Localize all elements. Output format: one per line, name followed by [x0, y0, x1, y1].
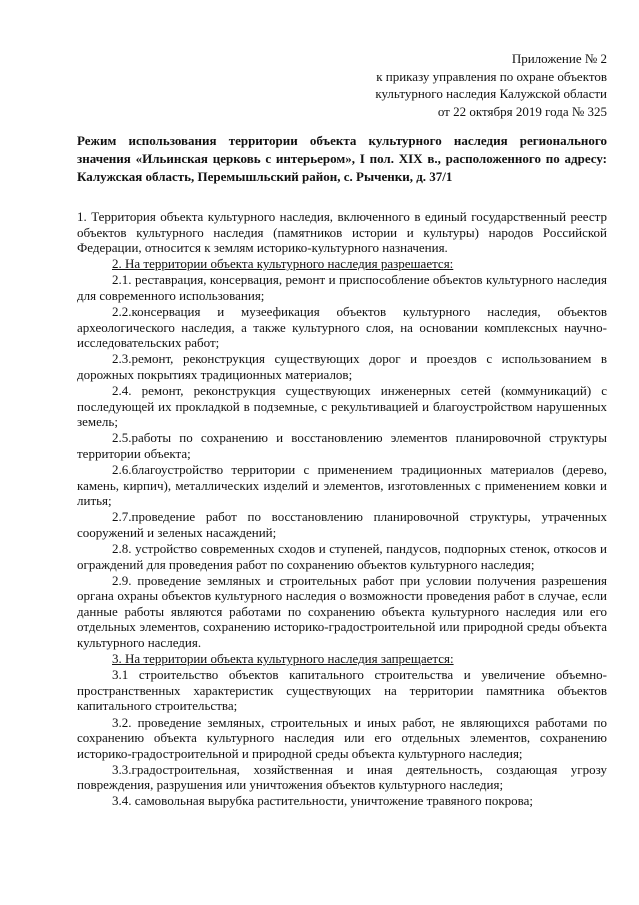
paragraph-1: 1. Территория объекта культурного наследия, включенного в единый государственный реестр объектов культурного наследия (памятников истории и культуры) народов Российской Федерации, относится к землям историко-культурного назначения.	[77, 209, 607, 256]
paragraph-2-1: 2.1. реставрация, консервация, ремонт и приспособление объектов культурного наследия для современного использования;	[77, 272, 607, 303]
paragraph-2-2: 2.2.консервация и музеефикация объектов культурного наследия, объектов археологического наследия, а также культурного слоя, на основании комплексных научно-исследовательских работ;	[77, 304, 607, 351]
paragraph-2-4: 2.4. ремонт, реконструкция существующих инженерных сетей (коммуникаций) с последующей их прокладкой в подземные, с рекультивацией и благоустройством нарушенных земель;	[77, 383, 607, 430]
paragraph-2-7: 2.7.проведение работ по восстановлению планировочной структуры, утраченных сооружений и зеленых насаждений;	[77, 509, 607, 540]
paragraph-3-1: 3.1 строительство объектов капитального строительства и увеличение объемно-пространственных характеристик существующих на территории памятника объектов капитального строительства;	[77, 667, 607, 714]
appendix-date: от 22 октября 2019 года № 325	[437, 103, 607, 119]
section-2-heading	[77, 256, 607, 272]
document-body	[77, 209, 607, 810]
appendix-header	[277, 50, 607, 120]
appendix-authority: культурного наследия Калужской области	[375, 86, 607, 101]
paragraph-2-3: 2.3.ремонт, реконструкция существующих дорог и проездов с использованием в дорожных покрытиях традиционных материалов;	[77, 351, 607, 382]
paragraph-2-8: 2.8. устройство современных сходов и ступеней, пандусов, подпорных стенок, откосов и ограждений для проведения работ по сохранению объектов культурного наследия;	[77, 540, 607, 572]
paragraph-2-9: 2.9. проведение земляных и строительных работ при условии получения разрешения органа охраны объектов культурного наследия о возможности проведения работ в случае, если данные работы являются работами по сохранению объекта культурного наследия или его отдельных элементов, сохранению историко-градостроительной или природной среды объекта культурного наследия.	[77, 572, 607, 651]
section-2-heading-text: 2. На территории объекта культурного наследия разрешается:	[112, 256, 454, 272]
paragraph-2-5: 2.5.работы по сохранению и восстановлению элементов планировочной структуры территории объекта;	[77, 430, 607, 461]
paragraph-3-4: 3.4. самовольная вырубка растительности, уничтожение травяного покрова;	[112, 793, 533, 809]
appendix-order-ref: к приказу управления по охране объектов	[376, 68, 607, 84]
section-3-heading	[77, 651, 607, 667]
document-title: Режим использования территории объекта культурного наследия регионального значения «Ильинская церковь с интерьером», I пол. XIX в., расположенного по адресу: Калужская область, Перемышльский район, с. Рыченки, д. 37/1	[77, 133, 607, 184]
appendix-number: Приложение № 2	[511, 51, 607, 66]
paragraph-3-2: 3.2. проведение земляных, строительных и иных работ, не являющихся работами по сохранению объекта культурного наследия или его отдельных элементов, сохранению историко-градостроительной и природной среды объекта культурного наследия;	[77, 714, 607, 761]
paragraph-2-6: 2.6.благоустройство территории с применением традиционных материалов (дерево, камень, кирпич), металлических изделий и элементов, изготовленных с применением ковки и литья;	[77, 462, 607, 509]
section-3-heading-text: 3. На территории объекта культурного наследия запрещается:	[112, 651, 454, 667]
paragraph-3-3: 3.3.градостроительная, хозяйственная и иная деятельность, создающая угрозу повреждения, разрушения или уничтожения объектов культурного наследия;	[77, 761, 607, 793]
